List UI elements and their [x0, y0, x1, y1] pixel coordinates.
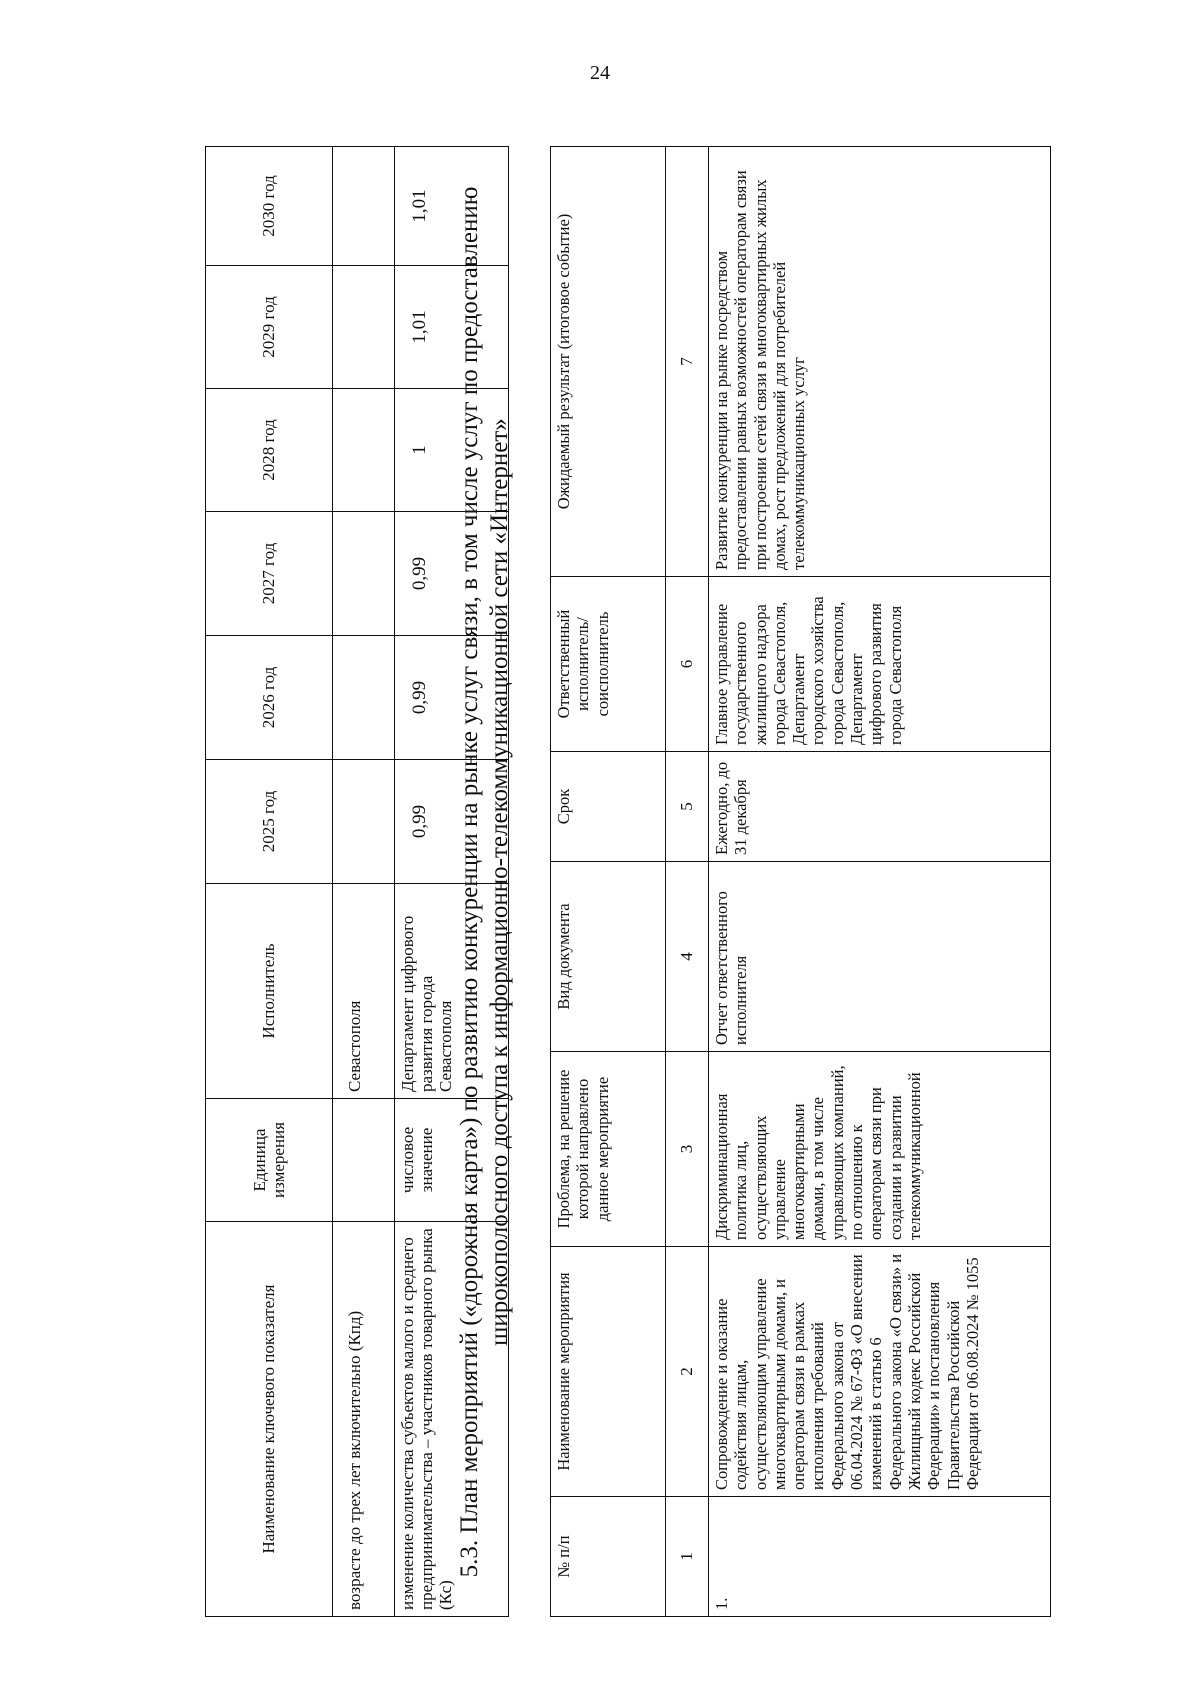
column-number: 3 — [666, 1052, 709, 1247]
value-2027: 0,99 — [395, 512, 509, 636]
header-year-2025: 2025 год — [206, 760, 333, 884]
continuation-2028 — [333, 389, 395, 512]
row-result: Развитие конкуренции на рынке посредством предоставлении равных возможностей операторам связи при построении сетей связи в многоквартирных жилых домах, рост предложений для потребителей телекоммуникационных услуг — [709, 147, 1051, 577]
continuation-2029 — [333, 266, 395, 389]
row-term: Ежегодно, до 31 декабря — [709, 752, 1051, 862]
header-year-2028: 2028 год — [206, 389, 333, 512]
indicator-executor: Департамент цифрового развития города Севастополя — [395, 884, 509, 1099]
plan-header-row — [551, 147, 666, 1617]
value-2026: 0,99 — [395, 636, 509, 760]
header-num: № п/п — [551, 1497, 666, 1617]
value-2030: 1,01 — [395, 147, 509, 266]
header-problem: Проблема, на решение которой направлено данное мероприятие — [551, 1052, 666, 1247]
header-indicator-name: Наименование ключевого показателя — [206, 1222, 333, 1617]
indicators-header-row — [206, 147, 333, 1617]
header-term: Срок — [551, 752, 666, 862]
landscape-content — [205, 147, 1120, 1617]
continuation-2030 — [333, 147, 395, 266]
column-number: 5 — [666, 752, 709, 862]
value-2028: 1 — [395, 389, 509, 512]
continuation-2027 — [333, 512, 395, 636]
header-year-2026: 2026 год — [206, 636, 333, 760]
continuation-2025 — [333, 760, 395, 884]
row-doc-type: Отчет ответственного исполнителя — [709, 862, 1051, 1052]
header-result: Ожидаемый результат (итоговое событие) — [551, 147, 666, 577]
column-number: 6 — [666, 577, 709, 752]
header-year-2030: 2030 год — [206, 147, 333, 266]
header-year-2029: 2029 год — [206, 266, 333, 389]
continuation-executor: Севастополя — [333, 884, 395, 1099]
plan-table — [550, 146, 1051, 1617]
column-number: 1 — [666, 1497, 709, 1617]
column-number: 4 — [666, 862, 709, 1052]
column-number: 7 — [666, 147, 709, 577]
row-problem: Дискриминационная политика лиц, осуществляющих управление многоквартирными домами, в том числе управляющих компаний, по отношению к операторам связи при создании и развитии телекоммуникационной — [709, 1052, 1051, 1247]
section-heading: 5.3. План мероприятий («дорожная карта») по развитию конкуренции на рынке услуг связи, в том числе услуг по предоставлению широкополосного доступа к информационно-телекоммуникационной сети «Интернет» — [456, 186, 513, 1578]
plan-table-row — [709, 147, 1051, 1617]
row-num: 1. — [709, 1497, 1051, 1617]
header-executor: Исполнитель — [206, 884, 333, 1099]
indicator-name: изменение количества субъектов малого и среднего предпринимательства – участников товарного рынка (Кс) — [395, 1222, 509, 1617]
column-number: 2 — [666, 1247, 709, 1497]
row-measure: Сопровождение и оказание содействия лицам, осуществляющим управление многоквартирными домами, и операторам связи в рамках исполнения требований Федерального закона от 06.04.2024 № 67-ФЗ «О внесении изменений в статью 6 Федерального закона «О связи» и Жилищный кодекс Российской Федерации» и постановления Правительства Российской Федерации от 06.08.2024 № 1055 — [709, 1247, 1051, 1497]
value-2029: 1,01 — [395, 266, 509, 389]
continuation-indicator-name: возрасте до трех лет включительно (Кпд) — [333, 1222, 395, 1617]
indicator-unit: числовое значение — [395, 1099, 509, 1222]
indicators-continuation-row — [333, 147, 395, 1617]
header-doc-type: Вид документа — [551, 862, 666, 1052]
continuation-unit — [333, 1099, 395, 1222]
header-year-2027: 2027 год — [206, 512, 333, 636]
header-responsible: Ответственный исполнитель/ соисполнитель — [551, 577, 666, 752]
header-measure: Наименование мероприятия — [551, 1247, 666, 1497]
continuation-2026 — [333, 636, 395, 760]
header-unit: Единица измерения — [206, 1099, 333, 1222]
page-number: 24 — [590, 62, 610, 84]
column-numbers-row — [666, 147, 709, 1617]
row-responsible: Главное управление государственного жилищного надзора города Севастополя, Департамент городского хозяйства города Севастополя, Департамент цифрового развития города Севастополя — [709, 577, 1051, 752]
value-2025: 0,99 — [395, 760, 509, 884]
